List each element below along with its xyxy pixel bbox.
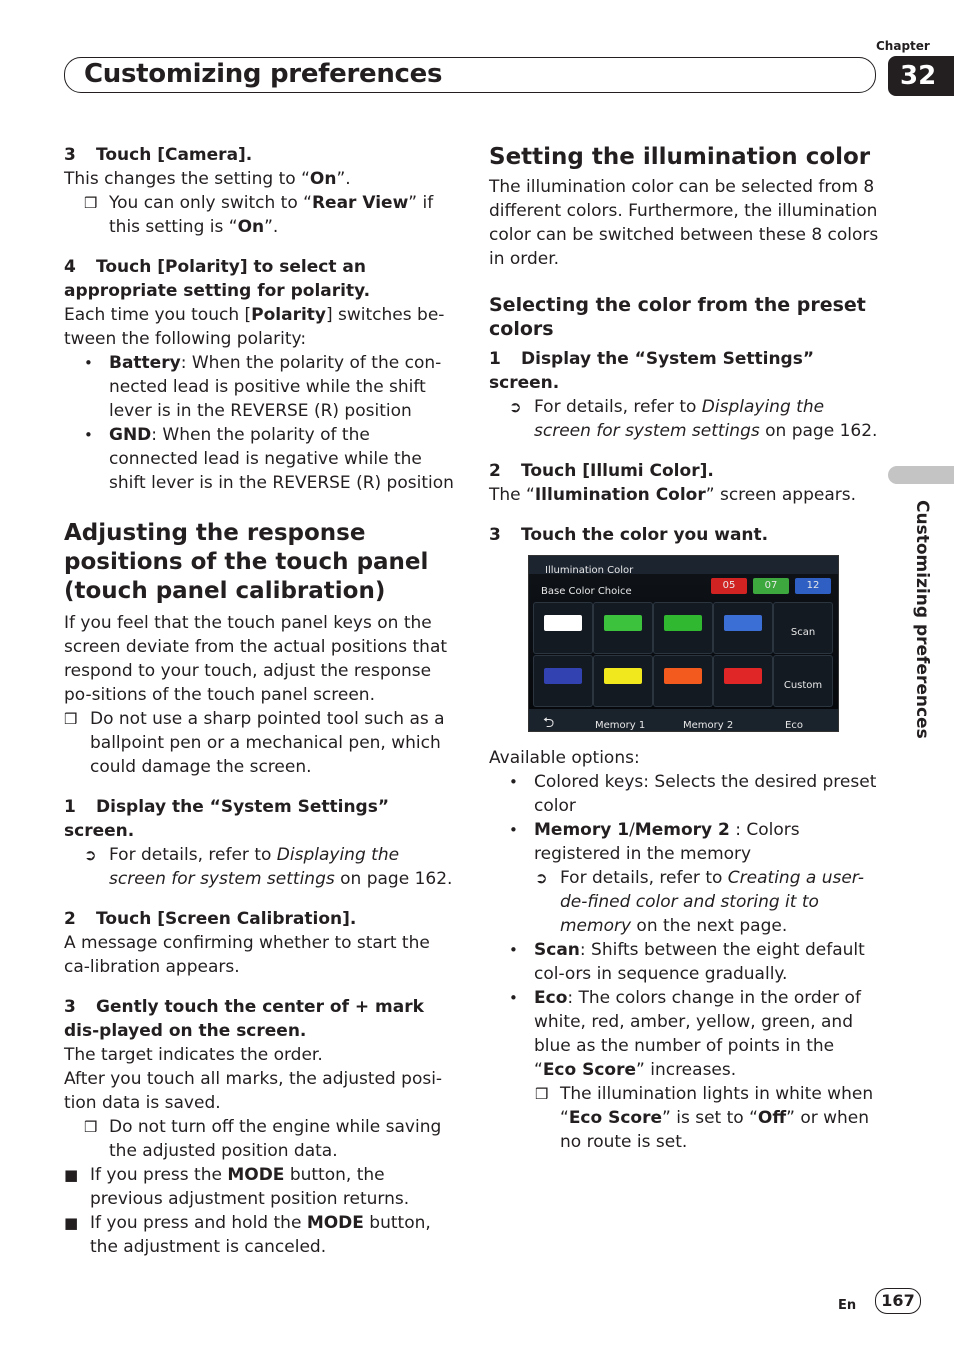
step-touch-marks: 3 Gently touch the center of + mark dis-played on the screen. xyxy=(64,997,424,1041)
scan-button[interactable]: Scan xyxy=(773,602,833,654)
back-arrow-icon[interactable]: ⮌ xyxy=(543,715,555,731)
square-bullet-icon: ■ xyxy=(64,1166,79,1184)
page-title: Customizing preferences xyxy=(84,59,443,89)
calibration-intro: If you feel that the touch panel keys on the screen deviate from the actual positions that respond to your touch, adjust the response po-sitions of the touch panel screen. xyxy=(64,613,448,705)
square-bullet-icon: ■ xyxy=(64,1214,79,1232)
camera-setting-text: This changes the setting to “On”. xyxy=(64,169,351,189)
option-colored-keys: • Colored keys: Selects the desired preset color xyxy=(509,772,877,816)
language-label: En xyxy=(838,1298,857,1313)
color-key-5[interactable] xyxy=(533,655,593,707)
mode-hold-note: ■ If you press and hold the MODE button, the adjustment is canceled. xyxy=(64,1213,431,1257)
bullet-icon: • xyxy=(509,989,518,1007)
data-saved-text: After you touch all marks, the adjusted posi-tion data is saved. xyxy=(64,1069,443,1113)
side-tab-marker xyxy=(888,466,954,484)
available-options-label: Available options: xyxy=(489,748,640,768)
memory-ref: ➲ For details, refer to Creating a user-de-fined color and storing it to memory on the next page. xyxy=(535,868,864,936)
side-tab-label: Customizing preferences xyxy=(912,500,932,739)
camera-note: ❒ You can only switch to “Rear View” if this setting is “On”. xyxy=(84,193,434,237)
illumination-intro: The illumination color can be selected from 8 different colors. Furthermore, the illumination color can be switched between these 8 colors in order. xyxy=(489,177,879,269)
bullet-battery: • Battery: When the polarity of the con-nected lead is positive while the shift lever is in the REVERSE (R) position xyxy=(84,353,442,421)
swatch-dark-blue xyxy=(544,668,582,684)
heading-illumination-color: Setting the illumination color xyxy=(489,144,871,170)
illumination-color-screen xyxy=(528,555,839,732)
arrow-ref-icon: ➲ xyxy=(509,398,522,416)
memory-1-button[interactable]: Memory 1 xyxy=(595,720,646,731)
swatch-amber xyxy=(664,668,702,684)
swatch-blue xyxy=(724,615,762,631)
polarity-text: Each time you touch [Polarity] switches be-tween the following polarity: xyxy=(64,305,445,349)
option-scan: • Scan: Shifts between the eight default col-ors in sequence gradually. xyxy=(509,940,865,984)
arrow-ref-icon: ➲ xyxy=(535,869,548,887)
step-illumi-color: 2 Touch [Illumi Color]. xyxy=(489,461,714,481)
checkbox-note-icon: ❒ xyxy=(84,1118,98,1136)
chapter-number: 32 xyxy=(888,56,954,96)
swatch-yellow xyxy=(604,668,642,684)
page-number: 167 xyxy=(875,1288,921,1314)
checkbox-note-icon: ❒ xyxy=(535,1085,549,1103)
r1-ref: ➲ For details, refer to Displaying the screen for system settings on page 162. xyxy=(509,397,878,441)
engine-note: ❒ Do not turn off the engine while saving the adjusted position data. xyxy=(84,1117,442,1161)
swatch-white xyxy=(544,615,582,631)
tab-07[interactable]: 07 xyxy=(753,578,789,594)
bullet-icon: • xyxy=(509,821,518,839)
arrow-ref-icon: ➲ xyxy=(84,846,97,864)
target-order-text: The target indicates the order. xyxy=(64,1045,323,1065)
memory-2-button[interactable]: Memory 2 xyxy=(683,720,734,731)
option-eco: • Eco: The colors change in the order of white, red, amber, yellow, green, and blue as the number of points in the “Eco Score” increases. xyxy=(509,988,861,1080)
step-camera: 3 Touch [Camera]. xyxy=(64,145,253,165)
step-r1-system-settings: 1 Display the “System Settings” screen. xyxy=(489,349,815,393)
heading-preset-colors: Selecting the color from the preset colors xyxy=(489,294,866,340)
illumi-screen-text: The “Illumination Color” screen appears. xyxy=(489,485,857,505)
screen-title: Illumination Color xyxy=(545,565,634,576)
calibration-confirm-text: A message confirming whether to start the ca-libration appears. xyxy=(64,933,430,977)
left-column xyxy=(64,143,456,1259)
tab-12[interactable]: 12 xyxy=(795,578,831,594)
step-system-settings: 1 Display the “System Settings” screen. xyxy=(64,797,390,841)
checkbox-note-icon: ❒ xyxy=(84,194,98,212)
step-screen-calibration: 2 Touch [Screen Calibration]. xyxy=(64,909,357,929)
checkbox-note-icon: ❒ xyxy=(64,710,78,728)
calibration-note: ❒ Do not use a sharp pointed tool such as a ballpoint pen or a mechanical pen, which could damage the screen. xyxy=(64,709,445,777)
step-polarity: 4 Touch [Polarity] to select an appropriate setting for polarity. xyxy=(64,257,371,301)
right-column xyxy=(489,143,879,1154)
color-key-6[interactable] xyxy=(593,655,653,707)
eco-button[interactable]: Eco xyxy=(785,720,803,731)
heading-touch-calibration: Adjusting the response positions of the touch panel (touch panel calibration) xyxy=(64,520,429,604)
bullet-icon: • xyxy=(84,426,93,444)
color-key-3[interactable] xyxy=(653,602,713,654)
chapter-label: Chapter xyxy=(876,39,930,53)
color-key-4[interactable] xyxy=(713,602,773,654)
swatch-green xyxy=(604,615,642,631)
bullet-icon: • xyxy=(509,941,518,959)
color-key-1[interactable] xyxy=(533,602,593,654)
mode-press-note: ■ If you press the MODE button, the previous adjustment position returns. xyxy=(64,1165,410,1209)
color-key-8[interactable] xyxy=(713,655,773,707)
color-key-7[interactable] xyxy=(653,655,713,707)
color-key-2[interactable] xyxy=(593,602,653,654)
swatch-red xyxy=(724,668,762,684)
base-color-choice-label: Base Color Choice xyxy=(541,586,632,597)
system-settings-ref: ➲ For details, refer to Displaying the screen for system settings on page 162. xyxy=(84,845,453,889)
custom-button[interactable]: Custom xyxy=(773,655,833,707)
tab-05[interactable]: 05 xyxy=(711,578,747,594)
bullet-gnd: • GND: When the polarity of the connected lead is negative while the shift lever is in the REVERSE (R) position xyxy=(84,425,454,493)
bullet-icon: • xyxy=(509,773,518,791)
swatch-green-2 xyxy=(664,615,702,631)
option-memory: • Memory 1/Memory 2 : Colors registered in the memory xyxy=(509,820,800,864)
bullet-icon: • xyxy=(84,354,93,372)
step-touch-color: 3 Touch the color you want. xyxy=(489,525,769,545)
eco-note: ❒ The illumination lights in white when “Eco Score” is set to “Off” or when no route is set. xyxy=(535,1084,874,1152)
